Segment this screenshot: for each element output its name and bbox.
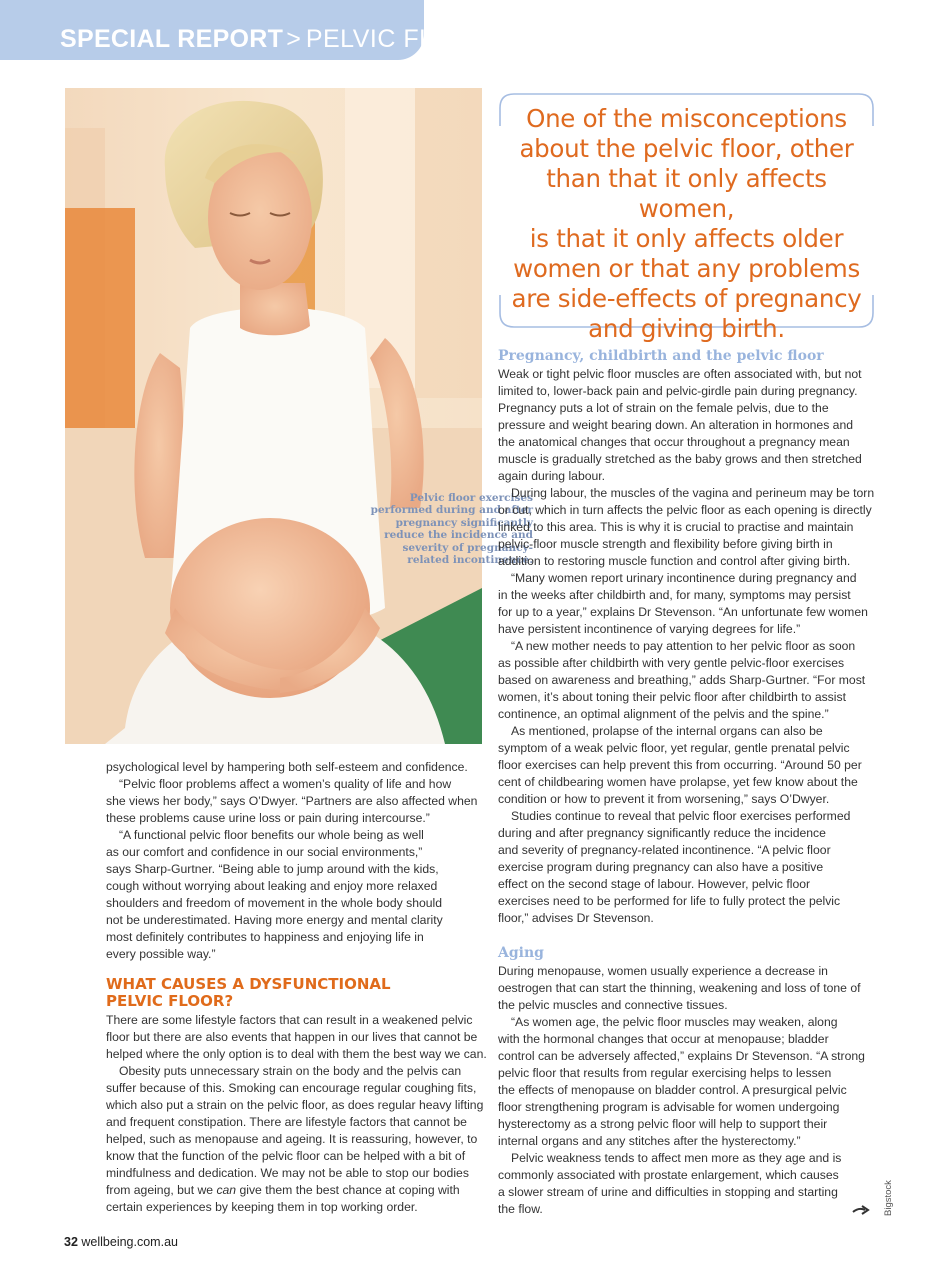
body-line: There are some lifestyle factors that can result in a weakened pelvic (106, 1013, 473, 1027)
body-line: mindfulness and dedication. We may not be able to stop our bodies (106, 1166, 469, 1180)
body-line: “As women age, the pelvic floor muscles may weaken, along (511, 1015, 838, 1029)
body-line: these problems cause urine loss or pain during intercourse.” (106, 811, 430, 825)
body-line: “Pelvic floor problems affect a women’s quality of life and how (119, 777, 452, 791)
section-heading-causes (106, 976, 482, 1010)
body-line: During menopause, women usually experience a decrease in (498, 964, 828, 978)
pull-quote-line: than that it only affects women, (546, 164, 827, 223)
body-line: continence, an optimal alignment of the pelvis and the spine.” (498, 707, 829, 721)
page-number: 32 (64, 1235, 78, 1249)
emphasis-text: can (216, 1183, 237, 1197)
body-line: as possible after childbirth with very gentle pelvic-floor exercises (498, 656, 845, 670)
body-line: in the weeks after childbirth and, for many, symptoms may persist (498, 588, 851, 602)
body-line: most definitely contributes to happiness and enjoying life in (106, 930, 424, 944)
body-line: exercise program during pregnancy can also have a positive (498, 860, 824, 874)
body-line: as our comfort and confidence in our social environments,” (106, 845, 423, 859)
body-line: helped where the only option is to deal with them the best way we can. (106, 1047, 487, 1061)
pull-quote-line: are side-effects of pregnancy (511, 284, 862, 313)
body-line: not be underestimated. Having more energy and mental clarity (106, 913, 443, 927)
body-line: with the hormonal changes that occur at menopause; bladder (498, 1032, 829, 1046)
section-header-tab (0, 0, 492, 60)
body-line: for up to a year,” explains Dr Stevenson. “An unfortunate few women (498, 605, 868, 619)
body-line: the anatomical changes that occur throughout a pregnancy mean (498, 435, 850, 449)
heading-line: PELVIC FLOOR? (106, 992, 234, 1010)
body-line: shoulders and freedom of movement in the whole body should (106, 896, 443, 910)
body-line: As mentioned, prolapse of the internal organs can also be (511, 724, 823, 738)
body-line: oestrogen that can start the thinning, weakening and loss of tone of (498, 981, 861, 995)
body-line: linked to this area. This is why it is crucial to practise and maintain (498, 520, 854, 534)
body-line: Obesity puts unnecessary strain on the body and the pelvis can (119, 1064, 462, 1078)
body-line: cent of childbearing women have prolapse, yet few know about the (498, 775, 858, 789)
section-header (60, 24, 492, 54)
body-line: suffer because of this. Smoking can encourage regular coughing fits, (106, 1081, 477, 1095)
photo-illustration (65, 88, 482, 744)
body-line: which also put a strain on the pelvic floor, as does regular heavy lifting (106, 1098, 484, 1112)
body-line: effect on the second stage of labour. However, pelvic floor (498, 877, 811, 891)
body-line: cough without worrying about leaking and enjoy more relaxed (106, 879, 438, 893)
left-column (106, 759, 487, 1216)
body-line: pressure and weight bearing down. An alteration in hormones and (498, 418, 854, 432)
body-line: internal organs and any stitches after the hysterectomy.” (498, 1134, 801, 1148)
pull-quote (498, 92, 875, 343)
body-line: “A new mother needs to pay attention to her pelvic floor as soon (511, 639, 856, 653)
body-line: women, it’s about toning their pelvic floor after childbirth to assist (498, 690, 846, 704)
page-footer (64, 1235, 178, 1249)
pull-quote-line: and giving birth. (588, 314, 785, 343)
section-heading-pregnancy: Pregnancy, childbirth and the pelvic floor (498, 348, 824, 364)
pull-quote-line: about the pelvic floor, other (519, 134, 854, 163)
body-line: “A functional pelvic floor benefits our whole being as well (119, 828, 424, 842)
body-line: “Many women report urinary incontinence during pregnancy and (511, 571, 857, 585)
section-separator: > (286, 25, 301, 53)
body-line: commonly associated with prostate enlargement, which causes (498, 1168, 839, 1182)
body-line: have persistent incontinence of varying degrees for life.” (498, 622, 801, 636)
body-line (106, 1182, 482, 1199)
footer-site: wellbeing.com.au (81, 1235, 178, 1249)
section-topic: PELVIC FLOOR (305, 25, 492, 53)
body-line: says Sharp-Gurtner. “Being able to jump around with the kids, (106, 862, 439, 876)
body-line: limited to, lower-back pain and pelvic-girdle pain during pregnancy. (498, 384, 858, 398)
pull-quote-line: One of the misconceptions (526, 104, 847, 133)
photo-credit: Bigstock (883, 1180, 894, 1216)
body-line: pelvic-floor muscle strength and flexibility before giving birth in (498, 537, 833, 551)
body-line: know that the function of the pelvic floor can be helped with a bit of (106, 1149, 466, 1163)
body-line: again during labour. (498, 469, 606, 483)
right-column (498, 347, 876, 1218)
body-line: During labour, the muscles of the vagina and perineum may be torn (511, 486, 875, 500)
pregnant-woman-photo (65, 88, 533, 744)
body-line: the flow. (498, 1202, 543, 1216)
body-line: floor but there are also events that happen in our lives that cannot be (106, 1030, 478, 1044)
body-line: helped, such as menopause and ageing. It is reassuring, however, to (106, 1132, 478, 1146)
pull-quote-line: is that it only affects older (529, 224, 844, 253)
body-line: the pelvic muscles and connective tissues. (498, 998, 728, 1012)
body-line: control can be adversely affected,” explains Dr Stevenson. “A strong (498, 1049, 865, 1063)
body-line: a slower stream of urine and difficulties in stopping and starting (498, 1185, 838, 1199)
body-line: symptom of a weak pelvic floor, yet regular, gentle prenatal pelvic (498, 741, 850, 755)
body-text: from ageing, but we (106, 1183, 217, 1197)
body-line: she views her body,” says O’Dwyer. “Partners are also affected when (106, 794, 478, 808)
continue-arrow-icon (851, 1203, 871, 1217)
body-line: psychological level by hampering both self-esteem and confidence. (106, 760, 468, 774)
body-line: pelvic floor that results from regular exercising helps to lessen (498, 1066, 832, 1080)
body-line: certain experiences by keeping them in top working order. (106, 1200, 418, 1214)
body-line: based on awareness and breathing,” adds Sharp-Gurtner. “For most (498, 673, 866, 687)
pull-quote-text (498, 104, 875, 344)
body-line: Pregnancy puts a lot of strain on the female pelvis, due to the (498, 401, 829, 415)
body-line: hysterectomy as a strong pelvic floor will help to support their (498, 1117, 828, 1131)
section-label: SPECIAL REPORT (60, 25, 284, 53)
body-line: during and after pregnancy significantly reduce the incidence (498, 826, 826, 840)
body-line: the effects of menopause on bladder control. A presurgical pelvic (498, 1083, 847, 1097)
body-line: muscle is gradually stretched as the baby grows and then stretched (498, 452, 862, 466)
photo-caption: Pelvic floor exercises performed during and after pregnancy significantly reduce the incidence and severity of pregnancy-related incontinence. (370, 492, 533, 567)
paragraph-gap (498, 927, 876, 944)
body-text: give them the best chance at coping with (236, 1183, 460, 1197)
body-line: floor,” advises Dr Stevenson. (498, 911, 654, 925)
body-line: Weak or tight pelvic floor muscles are often associated with, but not (498, 367, 862, 381)
body-line: every possible way.” (106, 947, 216, 961)
body-line: and severity of pregnancy-related incontinence. “A pelvic floor (498, 843, 831, 857)
body-line: floor exercises can help prevent this from occurring. “Around 50 per (498, 758, 862, 772)
body-line: Studies continue to reveal that pelvic floor exercises performed (511, 809, 851, 823)
body-line: and frequent constipation. There are lifestyle factors that cannot be (106, 1115, 467, 1129)
section-heading-aging: Aging (498, 945, 544, 961)
body-line: condition or how to prevent it from worsening,” says O’Dwyer. (498, 792, 830, 806)
pull-quote-line: women or that any problems (513, 254, 860, 283)
body-line: addition to restoring muscle function and control after giving birth. (498, 554, 851, 568)
body-line: or cut, which in turn affects the pelvic floor as each opening is directly (498, 503, 872, 517)
body-line: exercises need to be performed for life to fully protect the pelvic (498, 894, 841, 908)
body-line: floor strengthening program is advisable for women undergoing (498, 1100, 840, 1114)
body-line: Pelvic weakness tends to affect men more as they age and is (511, 1151, 842, 1165)
heading-line: WHAT CAUSES A DYSFUNCTIONAL (106, 975, 391, 993)
